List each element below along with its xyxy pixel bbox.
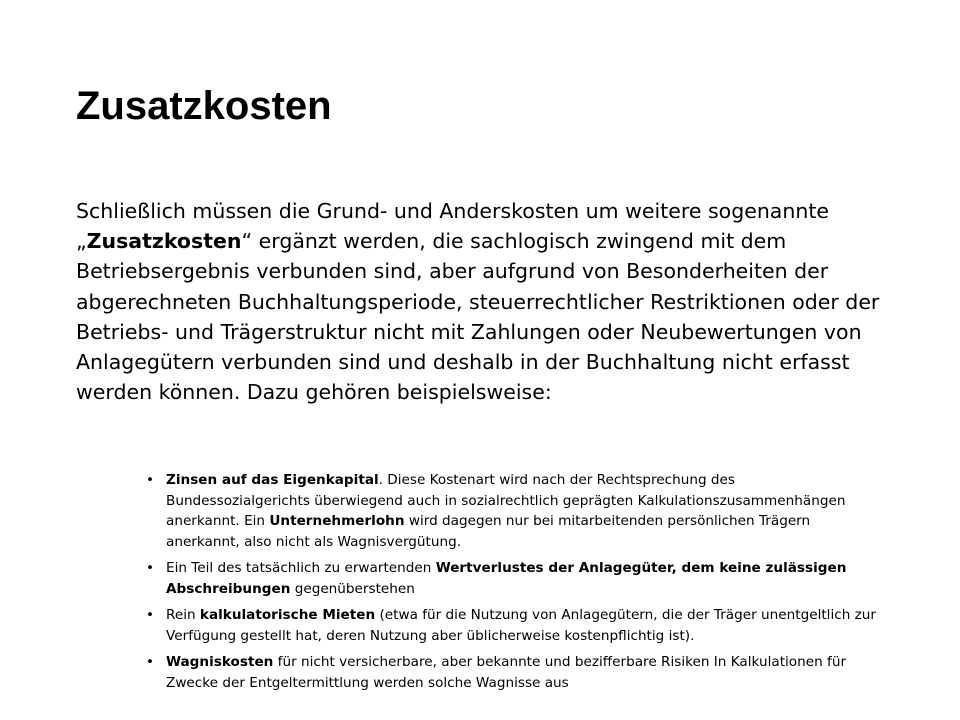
term-unternehmerlohn: Unternehmerlohn bbox=[269, 513, 405, 529]
bullet-icon: • bbox=[146, 654, 155, 670]
cost-examples-list bbox=[146, 470, 876, 699]
list-text: für nicht versicherbare, aber bekannte und bezifferbare Risiken In Kalkulationen für Zwecke der Entgeltermittlung werden solche Wagnisse aus bbox=[166, 654, 847, 691]
bullet-icon: • bbox=[146, 607, 155, 623]
slide-title: Zusatzkosten bbox=[76, 84, 332, 128]
list-text: wird dagegen nur bei mitarbeitenden persönlichen Trägern anerkannt, also nicht als Wagnisvergütung. bbox=[166, 513, 811, 550]
list-text: . Diese Kostenart wird nach der Rechtsprechung des Bundessozialgerichts überwiegend auch in sozialrechtlich geprägten Kalkulationszusammenhängen anerkannt. Ein bbox=[166, 472, 846, 529]
term-wagniskosten: Wagniskosten bbox=[166, 654, 274, 670]
list-text: Ein Teil des tatsächlich zu erwartenden bbox=[166, 560, 436, 576]
list-item-zinsen bbox=[146, 470, 876, 552]
intro-term-zusatzkosten: Zusatzkosten bbox=[86, 229, 242, 254]
bullet-icon: • bbox=[146, 560, 155, 576]
intro-text-2: “ ergänzt werden, die sachlogisch zwingend mit dem Betriebsergebnis verbunden sind, aber aufgrund von Besonderheiten der abgerechneten Buchhaltungsperiode, steuerrechtlicher Restriktionen oder der Betriebs- und Trägerstruktur nicht mit Zahlungen oder Neubewertungen von Anlagegütern verbunden sind und deshalb in der Buchhaltung nicht erfasst werden können. Dazu gehören beispielsweise: bbox=[76, 229, 880, 405]
intro-text-1: Schließlich müssen die Grund- und Anderskosten um weitere sogenannte „ bbox=[76, 199, 830, 254]
list-text: Rein bbox=[166, 607, 200, 623]
list-item-mieten bbox=[146, 605, 876, 646]
intro-paragraph bbox=[76, 196, 906, 407]
term-zinsen-eigenkapital: Zinsen auf das Eigenkapital bbox=[166, 472, 379, 488]
list-item-wagniskosten bbox=[146, 652, 876, 693]
bullet-icon: • bbox=[146, 472, 155, 488]
term-wertverlust: Wertverlustes der Anlagegüter, dem keine zulässigen Abschreibungen bbox=[166, 560, 847, 597]
list-item-wertverlust bbox=[146, 558, 876, 599]
term-kalkulatorische-mieten: kalkulatorische Mieten bbox=[199, 607, 376, 623]
list-text: (etwa für die Nutzung von Anlagegütern, die der Träger unentgeltlich zur Verfügung gestellt hat, deren Nutzung aber üblicherweise kostenpflichtig ist). bbox=[166, 607, 876, 644]
list-text: gegenüberstehen bbox=[290, 580, 415, 597]
